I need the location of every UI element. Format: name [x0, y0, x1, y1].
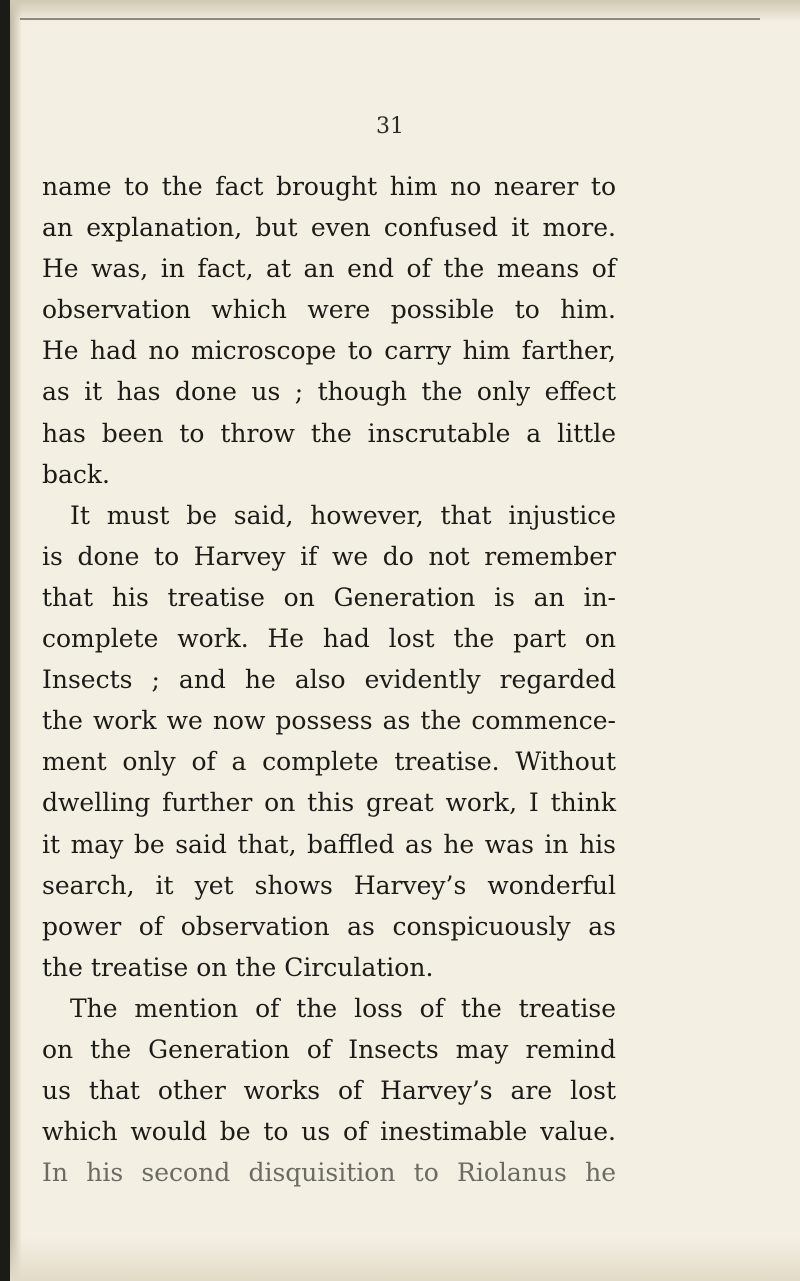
text-line: an explanation, but even confused it more.: [42, 213, 616, 243]
page-number: 31: [376, 114, 404, 139]
text-line: Insects ; and he also evidently regarded: [42, 665, 616, 695]
text-line: search, it yet shows Harvey’s wonderful: [42, 870, 616, 900]
text-line: name to the fact brought him no nearer to: [42, 172, 616, 201]
text-line: it may be said that, baffled as he was in his: [42, 829, 616, 859]
text-line: dwelling further on this great work, I think: [42, 788, 616, 818]
text-line: complete work. He had lost the part on: [42, 624, 616, 654]
text-line: us that other works of Harvey’s are lost: [42, 1076, 616, 1106]
text-line: which would be to us of inestimable value.: [42, 1117, 616, 1147]
text-line: as it has done us ; though the only effect: [42, 377, 616, 407]
text-line: power of observation as conspicuously as: [42, 911, 616, 941]
text-line: the work we now possess as the commence-: [42, 706, 616, 736]
text-line: The mention of the loss of the treatise: [70, 993, 616, 1023]
text-line: observation which were possible to him.: [42, 295, 616, 325]
text-line: He was, in fact, at an end of the means of: [42, 254, 616, 284]
text-line: In his second disquisition to Riolanus he: [42, 1158, 616, 1188]
page-bottom-edge: [10, 1237, 800, 1281]
book-spine-edge: [0, 0, 10, 1281]
text-line: has been to throw the inscrutable a little: [42, 418, 616, 448]
text-line: It must be said, however, that injustice: [70, 500, 616, 530]
page-fold-line: [20, 18, 760, 20]
gutter-shadow: [10, 0, 22, 1281]
text-line: He had no microscope to carry him farther,: [42, 336, 616, 366]
text-line: is done to Harvey if we do not remember: [42, 541, 616, 571]
text-line: back.: [42, 459, 111, 489]
text-line: that his treatise on Generation is an in-: [42, 582, 616, 612]
text-line: on the Generation of Insects may remind: [42, 1034, 616, 1064]
text-line: ment only of a complete treatise. Without: [42, 747, 616, 777]
text-line: the treatise on the Circulation.: [42, 952, 434, 982]
body-text: [42, 166, 616, 1193]
